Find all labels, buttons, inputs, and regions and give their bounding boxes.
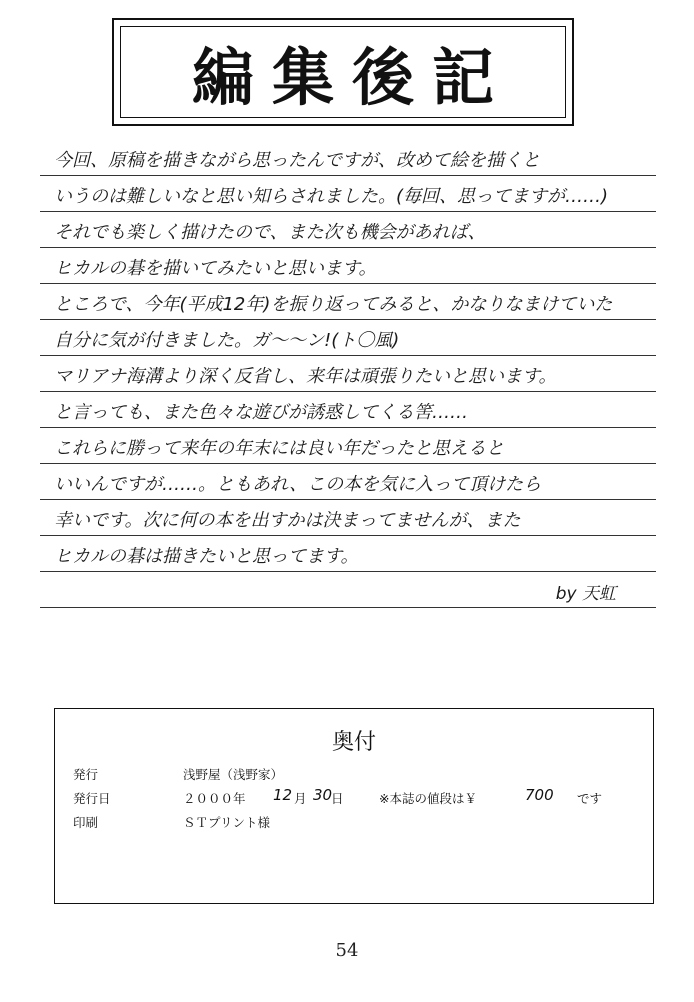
- note-line: それでも楽しく描けたので、また次も機会があれば、: [40, 212, 656, 248]
- printer-row: [73, 813, 635, 833]
- afterword-notes: [40, 140, 656, 608]
- publisher-row: [73, 765, 635, 785]
- printer-label: 印刷: [73, 815, 99, 830]
- printer-value: ＳＴプリント様: [183, 815, 271, 830]
- signature: by 天虹: [40, 572, 656, 608]
- date-day: 30: [313, 786, 333, 804]
- note-line: いいんですが……。ともあれ、この本を気に入って頂けたら: [40, 464, 656, 500]
- note-line: ところで、今年(平成12年)を振り返ってみると、かなりなまけていた: [40, 284, 656, 320]
- date-day-unit: 日: [331, 791, 344, 806]
- date-month-unit: 月: [294, 791, 307, 806]
- price-value: 700: [525, 786, 554, 804]
- date-year: ２０００年: [183, 791, 246, 806]
- date-label: 発行日: [73, 791, 111, 806]
- price-prefix: ※本誌の値段は￥: [379, 791, 477, 806]
- afterword-title-box: [112, 18, 574, 126]
- note-line: マリアナ海溝より深く反省し、来年は頑張りたいと思います。: [40, 356, 656, 392]
- publisher-value: 浅野屋（浅野家）: [183, 767, 284, 782]
- note-line: 今回、原稿を描きながら思ったんですが、改めて絵を描くと: [40, 140, 656, 176]
- date-row: [73, 786, 635, 809]
- colophon-box: [54, 708, 654, 904]
- page-number: 54: [335, 940, 359, 961]
- date-month: 12: [273, 786, 293, 804]
- note-line: ヒカルの碁を描いてみたいと思います。: [40, 248, 656, 284]
- note-line: と言っても、また色々な遊びが誘惑してくる筈……: [40, 392, 656, 428]
- note-line: ヒカルの碁は描きたいと思ってます。: [40, 536, 656, 572]
- note-line: いうのは難しいなと思い知らされました。(毎回、思ってますが……): [40, 176, 656, 212]
- publisher-label: 発行: [73, 767, 99, 782]
- price-suffix: です: [577, 791, 603, 806]
- note-line: これらに勝って来年の年末には良い年だったと思えると: [40, 428, 656, 464]
- afterword-title: 編集後記: [191, 40, 512, 114]
- note-line: 幸いです。次に何の本を出すかは決まってませんが、また: [40, 500, 656, 536]
- colophon-title: 奥付: [331, 730, 376, 755]
- note-line: 自分に気が付きました。ガ〜〜ン!(ト〇風): [40, 320, 656, 356]
